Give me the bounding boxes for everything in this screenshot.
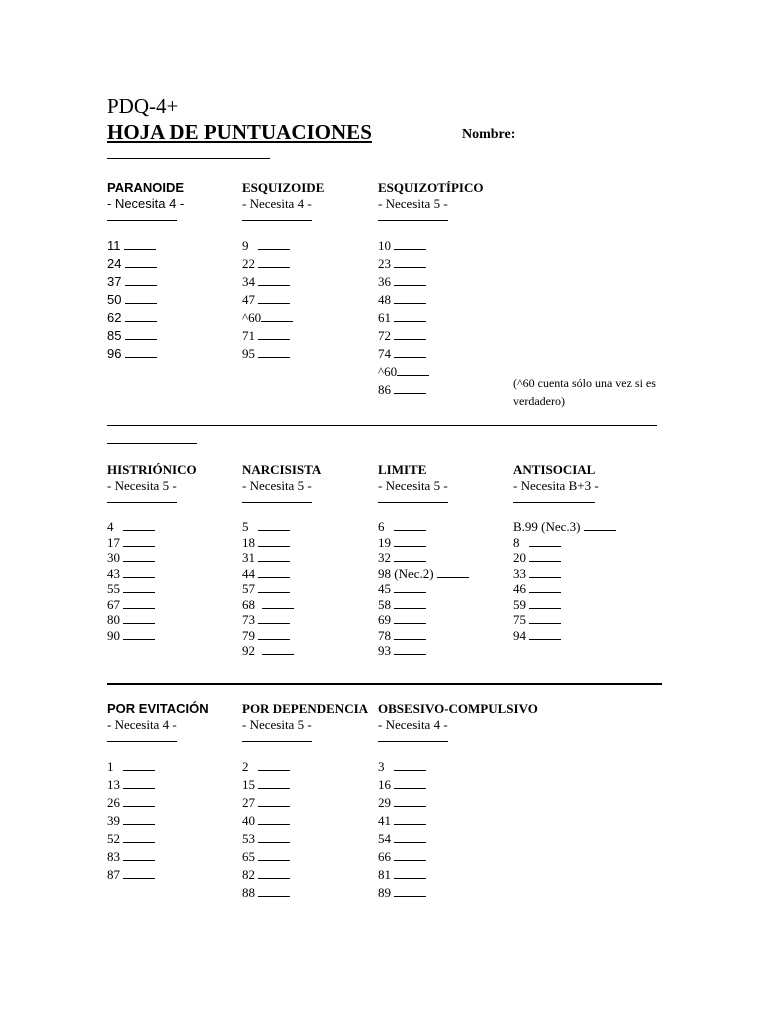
list-item[interactable]: 18 (242, 535, 392, 551)
item-list (107, 519, 257, 643)
column-total-blank[interactable] (378, 494, 448, 503)
column-heading: LIMITE (378, 462, 427, 477)
list-item[interactable]: 1 (107, 758, 257, 776)
list-item[interactable]: 10 (378, 237, 528, 255)
list-item[interactable]: 82 (242, 866, 392, 884)
list-item[interactable]: 62 (107, 309, 257, 327)
column-heading: POR DEPENDENCIA (242, 701, 369, 716)
list-item[interactable]: 34 (242, 273, 392, 291)
column-heading: OBSESIVO-COMPULSIVO (378, 701, 538, 716)
list-item[interactable]: 88 (242, 884, 392, 902)
list-item[interactable]: 92 (242, 643, 392, 659)
column-histrionico (107, 462, 257, 643)
section-divider (107, 425, 657, 426)
list-item[interactable]: 33 (513, 566, 663, 582)
list-item[interactable]: 43 (107, 566, 257, 582)
list-item[interactable]: 80 (107, 612, 257, 628)
column-narcisista (242, 462, 392, 659)
column-heading: HISTRIÓNICO (107, 462, 197, 477)
list-item[interactable]: 95 (242, 345, 392, 363)
list-item[interactable]: 37 (107, 273, 257, 291)
list-item[interactable]: 15 (242, 776, 392, 794)
list-item[interactable]: 73 (242, 612, 392, 628)
column-obsesivo-compulsivo (378, 701, 538, 902)
column-heading: ESQUIZOTÍPICO (378, 180, 484, 195)
list-item[interactable]: 17 (107, 535, 257, 551)
list-item[interactable]: 31 (242, 550, 392, 566)
list-item[interactable]: 98 (Nec.2) (378, 566, 528, 582)
list-item[interactable]: 53 (242, 830, 392, 848)
list-item[interactable]: 52 (107, 830, 257, 848)
item-list (107, 237, 257, 363)
column-total-blank[interactable] (378, 733, 448, 742)
list-item[interactable]: ^60 (242, 309, 392, 327)
list-item[interactable]: 24 (107, 255, 257, 273)
item-list (513, 519, 663, 643)
column-total-blank[interactable] (513, 494, 595, 503)
list-item[interactable]: 2 (242, 758, 392, 776)
list-item[interactable]: 32 (378, 550, 528, 566)
item-list (378, 519, 528, 659)
column-total-blank[interactable] (242, 733, 312, 742)
list-item[interactable]: 67 (107, 597, 257, 613)
column-requirement: - Necesita 4 - (107, 717, 177, 732)
list-item[interactable]: 45 (378, 581, 528, 597)
list-item[interactable]: 79 (242, 628, 392, 644)
list-item[interactable]: 29 (378, 794, 528, 812)
column-total-blank[interactable] (107, 733, 177, 742)
list-item[interactable]: 5 (242, 519, 392, 535)
column-requirement: - Necesita 5 - (378, 196, 448, 211)
column-heading: PARANOIDE (107, 180, 185, 195)
column-requirement: - Necesita 5 - (107, 478, 177, 493)
column-total-blank[interactable] (242, 212, 312, 221)
list-item[interactable]: 26 (107, 794, 257, 812)
list-item[interactable]: 86 (378, 381, 528, 399)
section-divider-short (107, 443, 197, 444)
list-item[interactable]: ^60 (378, 363, 528, 381)
list-item[interactable]: 40 (242, 812, 392, 830)
list-item[interactable]: 74 (378, 345, 528, 363)
list-item[interactable]: 27 (242, 794, 392, 812)
column-por-dependencia (242, 701, 392, 902)
list-item[interactable]: 48 (378, 291, 528, 309)
list-item[interactable]: 65 (242, 848, 392, 866)
item-list (107, 758, 257, 884)
list-item[interactable]: 13 (107, 776, 257, 794)
list-item[interactable]: 93 (378, 643, 528, 659)
list-item[interactable]: 69 (378, 612, 528, 628)
list-item[interactable]: 87 (107, 866, 257, 884)
list-item[interactable]: 72 (378, 327, 528, 345)
column-heading: ANTISOCIAL (513, 462, 596, 477)
column-heading: ESQUIZOIDE (242, 180, 325, 195)
name-blank-line[interactable] (107, 158, 270, 159)
item-list (242, 758, 392, 902)
list-item[interactable]: 39 (107, 812, 257, 830)
list-item[interactable]: 68 (242, 597, 392, 613)
column-esquizotipico (378, 180, 528, 399)
list-item[interactable]: 36 (378, 273, 528, 291)
list-item[interactable]: 83 (107, 848, 257, 866)
column-heading: NARCISISTA (242, 462, 322, 477)
list-item[interactable]: 78 (378, 628, 528, 644)
column-paranoide (107, 180, 257, 363)
list-item[interactable]: 16 (378, 776, 528, 794)
list-item[interactable]: 58 (378, 597, 528, 613)
list-item[interactable]: 46 (513, 581, 663, 597)
list-item[interactable]: 22 (242, 255, 392, 273)
column-requirement: - Necesita 4 - (242, 196, 312, 211)
column-total-blank[interactable] (107, 494, 177, 503)
list-item[interactable]: 89 (378, 884, 528, 902)
list-item[interactable]: 41 (378, 812, 528, 830)
item-list (242, 237, 392, 363)
column-requirement: - Necesita 5 - (378, 478, 448, 493)
note-text: (^60 cuenta sólo una vez si es verdadero) (513, 376, 656, 408)
column-por-evitacion (107, 701, 257, 884)
list-item[interactable]: 94 (513, 628, 663, 644)
column-requirement: - Necesita 5 - (242, 717, 312, 732)
list-item[interactable]: 57 (242, 581, 392, 597)
column-heading: POR EVITACIÓN (107, 701, 209, 716)
page-subtitle: HOJA DE PUNTUACIONES (107, 120, 372, 144)
column-requirement: - Necesita 4 - (107, 196, 185, 211)
name-label: Nombre: (462, 127, 516, 142)
item-list (242, 519, 392, 659)
column-total-blank[interactable] (242, 494, 312, 503)
column-antisocial (513, 462, 663, 643)
section-divider (107, 683, 662, 685)
column-requirement: - Necesita 5 - (242, 478, 312, 493)
list-item[interactable]: 23 (378, 255, 528, 273)
list-item[interactable]: 9 (242, 237, 392, 255)
list-item[interactable]: 96 (107, 345, 257, 363)
list-item[interactable]: 20 (513, 550, 663, 566)
list-item[interactable]: 66 (378, 848, 528, 866)
list-item[interactable]: 71 (242, 327, 392, 345)
column-requirement: - Necesita B+3 - (513, 478, 599, 493)
list-item[interactable]: 50 (107, 291, 257, 309)
list-item[interactable]: 59 (513, 597, 663, 613)
list-item[interactable]: 19 (378, 535, 528, 551)
list-item[interactable]: 90 (107, 628, 257, 644)
column-requirement: - Necesita 4 - (378, 717, 448, 732)
list-item[interactable]: 11 (107, 237, 257, 255)
list-item[interactable]: 61 (378, 309, 528, 327)
list-item[interactable]: 6 (378, 519, 528, 535)
list-item[interactable]: 75 (513, 612, 663, 628)
list-item[interactable]: B.99 (Nec.3) (513, 519, 663, 535)
list-item[interactable]: 55 (107, 581, 257, 597)
list-item[interactable]: 54 (378, 830, 528, 848)
list-item[interactable]: 85 (107, 327, 257, 345)
item-list (378, 758, 528, 902)
page-title: PDQ-4+ (107, 94, 179, 118)
list-item[interactable]: 81 (378, 866, 528, 884)
list-item[interactable]: 4 (107, 519, 257, 535)
list-item[interactable]: 44 (242, 566, 392, 582)
column-limite (378, 462, 528, 659)
column-total-blank[interactable] (107, 212, 177, 221)
column-esquizoide (242, 180, 392, 363)
list-item[interactable]: 30 (107, 550, 257, 566)
list-item[interactable]: 3 (378, 758, 528, 776)
item-list (378, 237, 528, 399)
list-item[interactable]: 8 (513, 535, 663, 551)
column-total-blank[interactable] (378, 212, 448, 221)
list-item[interactable]: 47 (242, 291, 392, 309)
